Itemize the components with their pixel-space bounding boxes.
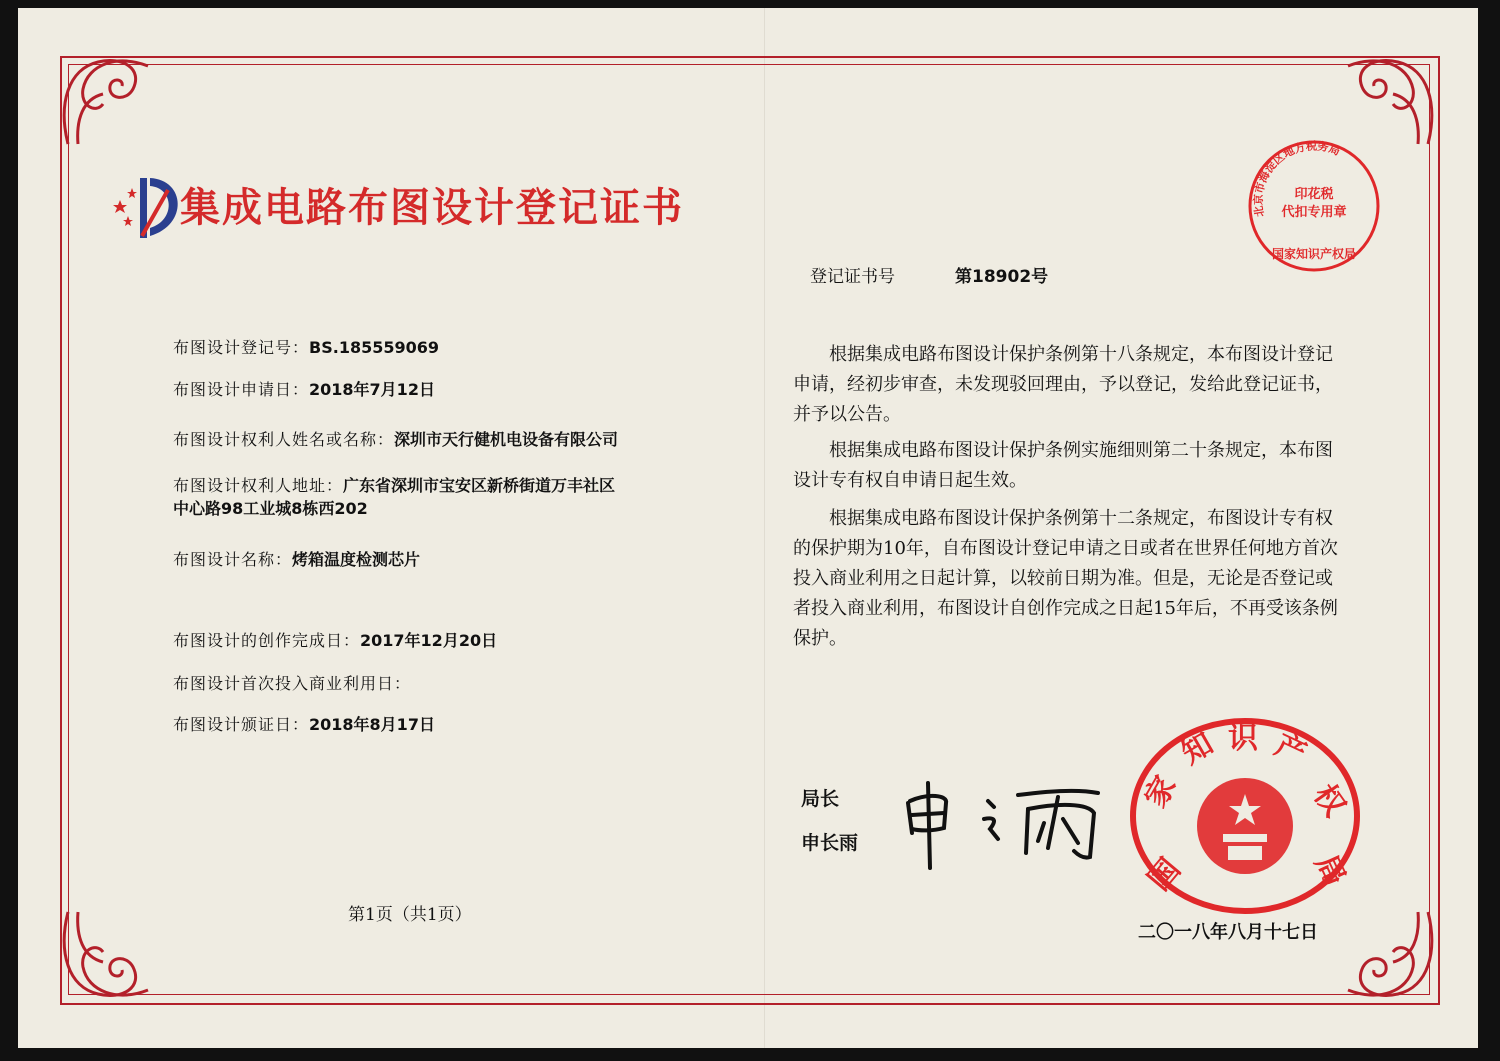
svg-text:局: 局 [1307,849,1352,892]
cnipa-logo [106,170,188,242]
paragraph-effect: 根据集成电路布图设计保护条例实施细则第二十条规定，本布图设计专有权自申请日起生效。 [793,440,1333,491]
svg-text:权: 权 [1306,778,1353,824]
svg-text:代扣专用章: 代扣专用章 [1281,205,1347,220]
svg-text:国家知识产权局: 国家知识产权局 [1271,247,1357,261]
field-registration-number: 布图设计登记号：BS.185559069 [173,338,440,357]
certificate-paper [18,8,1478,1048]
svg-text:国: 国 [1141,852,1188,898]
stamp-duty-seal [1244,136,1384,276]
field-owner-name: 布图设计权利人姓名或名称：深圳市天行健机电设备有限公司 [173,430,619,449]
corner-scroll-ornament [1338,902,1448,1012]
svg-text:识: 识 [1228,721,1258,756]
paragraph-protection-term: 根据集成电路布图设计保护条例第十二条规定，布图设计专有权的保护期为10年，自布图设计登记申请之日或者在世界任何地方首次投入商业利用之日起计算，以较前日期为准。但是，无论是否登记或者投入商业利用，布图设计自创作完成之日起15年后，不再受该条例保护。 [793,508,1338,649]
signer-title: 局长 [801,788,840,810]
signer-name: 申长雨 [801,832,859,854]
field-issue-date: 布图设计颁证日：2018年8月17日 [173,715,435,734]
field-creation-date: 布图设计的创作完成日：2017年12月20日 [173,631,498,650]
svg-text:印花税: 印花税 [1294,187,1334,202]
issue-date-chinese: 二〇一八年八月十七日 [1138,922,1318,943]
certificate-number: 登记证书号 第18902号 [810,267,1049,287]
paragraph-registration: 根据集成电路布图设计保护条例第十八条规定，本布图设计登记申请，经初步审查，未发现驳回理由，予以登记，发给此登记证书，并予以公告。 [793,344,1333,425]
svg-text:北京市海淀区地方税务局: 北京市海淀区地方税务局 [1251,139,1342,218]
certificate-title: 集成电路布图设计登记证书 [180,185,684,231]
handwritten-signature [898,773,1118,873]
field-first-commercial-use-date: 布图设计首次投入商业利用日： [173,674,412,693]
corner-scroll-ornament [48,902,158,1012]
svg-text:家: 家 [1138,770,1184,814]
page-number: 第1页（共1页） [348,905,472,925]
svg-text:知: 知 [1175,726,1220,772]
cnipa-official-seal [1128,716,1363,916]
corner-scroll-ornament [48,44,158,154]
svg-text:产: 产 [1269,727,1312,772]
field-design-name: 布图设计名称：烤箱温度检测芯片 [173,550,421,569]
field-owner-address: 布图设计权利人地址：广东省深圳市宝安区新桥街道万丰社区中心路98工业城8栋西202 [173,476,616,518]
field-application-date: 布图设计申请日：2018年7月12日 [173,380,435,399]
